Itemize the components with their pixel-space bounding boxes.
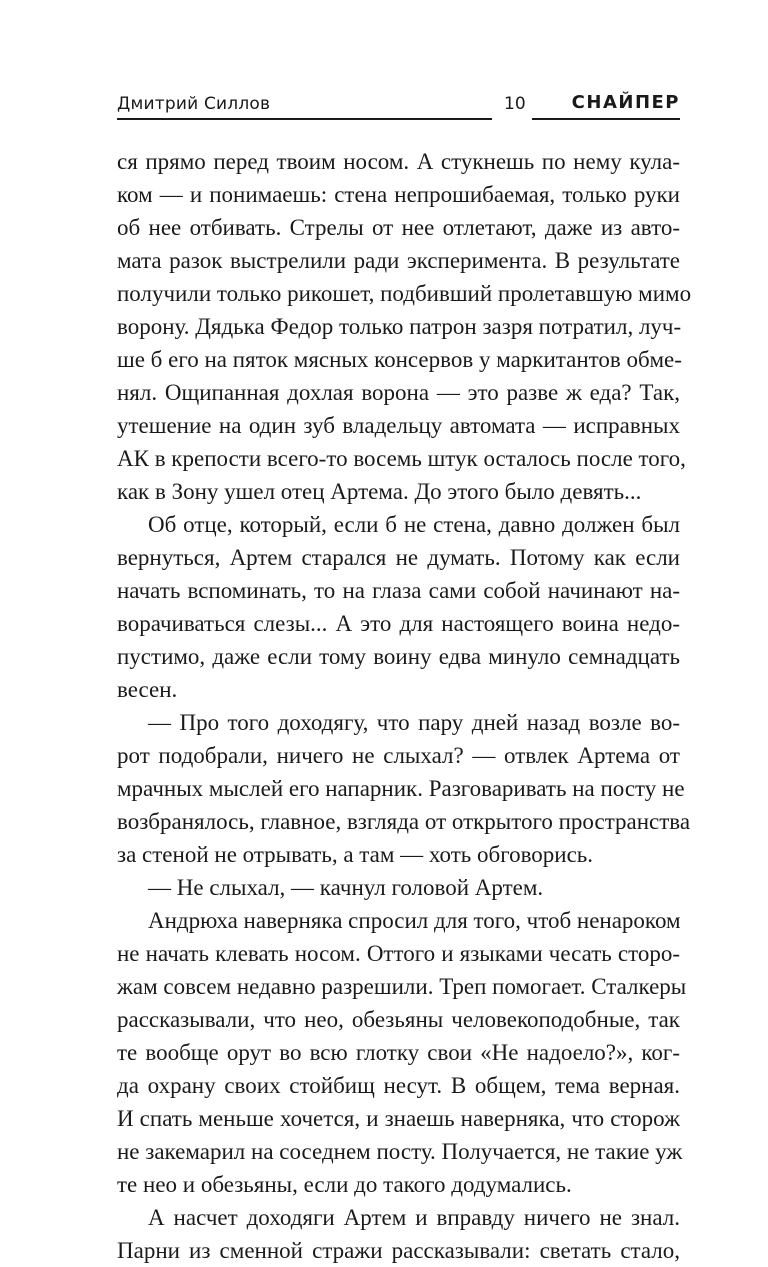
header-rule-right	[532, 118, 680, 120]
text-line: АК в крепости всего-то восемь штук осталось после того,	[117, 446, 686, 471]
text-line: Об отце, который, если б не стена, давно должен был	[148, 512, 680, 537]
text-line: да охрану своих стойбищ несут. В общем, тема верная.	[117, 1073, 680, 1098]
text-line: ше б его на пяток мясных консервов у маркитантов обме-	[117, 347, 682, 372]
text-line: жам совсем недавно разрешили. Треп помогает. Сталкеры	[117, 974, 687, 999]
header-series-title: СНАЙПЕР	[571, 92, 680, 113]
text-line: ся прямо перед твоим носом. А стукнешь по нему кула-	[117, 149, 680, 174]
page-number: 10	[504, 94, 526, 114]
text-line: утешение на один зуб владельцу автомата — исправных	[117, 413, 680, 438]
text-line: те нео и обезьяны, если до такого додумались.	[117, 1172, 572, 1197]
page-body-text	[117, 145, 692, 1267]
text-line: пустимо, даже если тому воину едва минуло семнадцать	[117, 644, 680, 669]
text-line: не начать клевать носом. Оттого и языками чесать сторо-	[117, 941, 680, 966]
text-line: возбранялось, главное, взгляда от открытого пространства	[117, 809, 691, 834]
text-line: об нее отбивать. Стрелы от нее отлетают, даже из авто-	[117, 215, 680, 240]
running-header	[117, 92, 680, 122]
text-line: Андрюха наверняка спросил для того, чтоб ненароком	[148, 908, 681, 933]
text-line: ворону. Дядька Федор только патрон зазря потратил, луч-	[117, 314, 682, 339]
text-line: получили только рикошет, подбивший пролетавшую мимо	[117, 281, 692, 306]
text-line: те вообще орут во всю глотку свои «Не надоело?», ког-	[117, 1040, 680, 1065]
text-line: И спать меньше хочется, и знаешь наверняка, что сторож	[117, 1106, 680, 1131]
text-line: — Не слыхал, — качнул головой Артем.	[148, 875, 544, 900]
text-line: рассказывали, что нео, обезьяны человекоподобные, так	[117, 1007, 680, 1032]
text-line: мата разок выстрелили ради эксперимента. В результате	[117, 248, 680, 273]
text-line: как в Зону ушел отец Артема. До этого было девять...	[117, 479, 642, 504]
text-line: вернуться, Артем старался не думать. Потому как если	[117, 545, 680, 570]
text-line: — Про того доходягу, что пару дней назад возле во-	[148, 710, 680, 735]
text-line: за стеной не отрывать, а там — хоть обговорись.	[117, 842, 594, 867]
text-line: Парни из сменной стражи рассказывали: светать стало,	[117, 1238, 680, 1263]
text-line: ворачиваться слезы... А это для настоящего воина недо-	[117, 611, 680, 636]
text-line: не закемарил на соседнем посту. Получается, не такие уж	[117, 1139, 683, 1164]
text-line: мрачных мыслей его напарник. Разговаривать на посту не	[117, 776, 685, 801]
text-line: весен.	[117, 677, 178, 702]
text-line: рот подобрали, ничего не слыхал? — отвлек Артема от	[117, 743, 680, 768]
text-line: нял. Ощипанная дохлая ворона — это разве ж еда? Так,	[117, 380, 680, 405]
text-line: А насчет доходяги Артем и вправду ничего не знал.	[148, 1205, 680, 1230]
text-line: ком — и понимаешь: стена непрошибаемая, только руки	[117, 182, 680, 207]
header-rule-left	[117, 118, 492, 120]
text-line: начать вспоминать, то на глаза сами собой начинают на-	[117, 578, 680, 603]
header-author: Дмитрий Силлов	[117, 94, 271, 114]
